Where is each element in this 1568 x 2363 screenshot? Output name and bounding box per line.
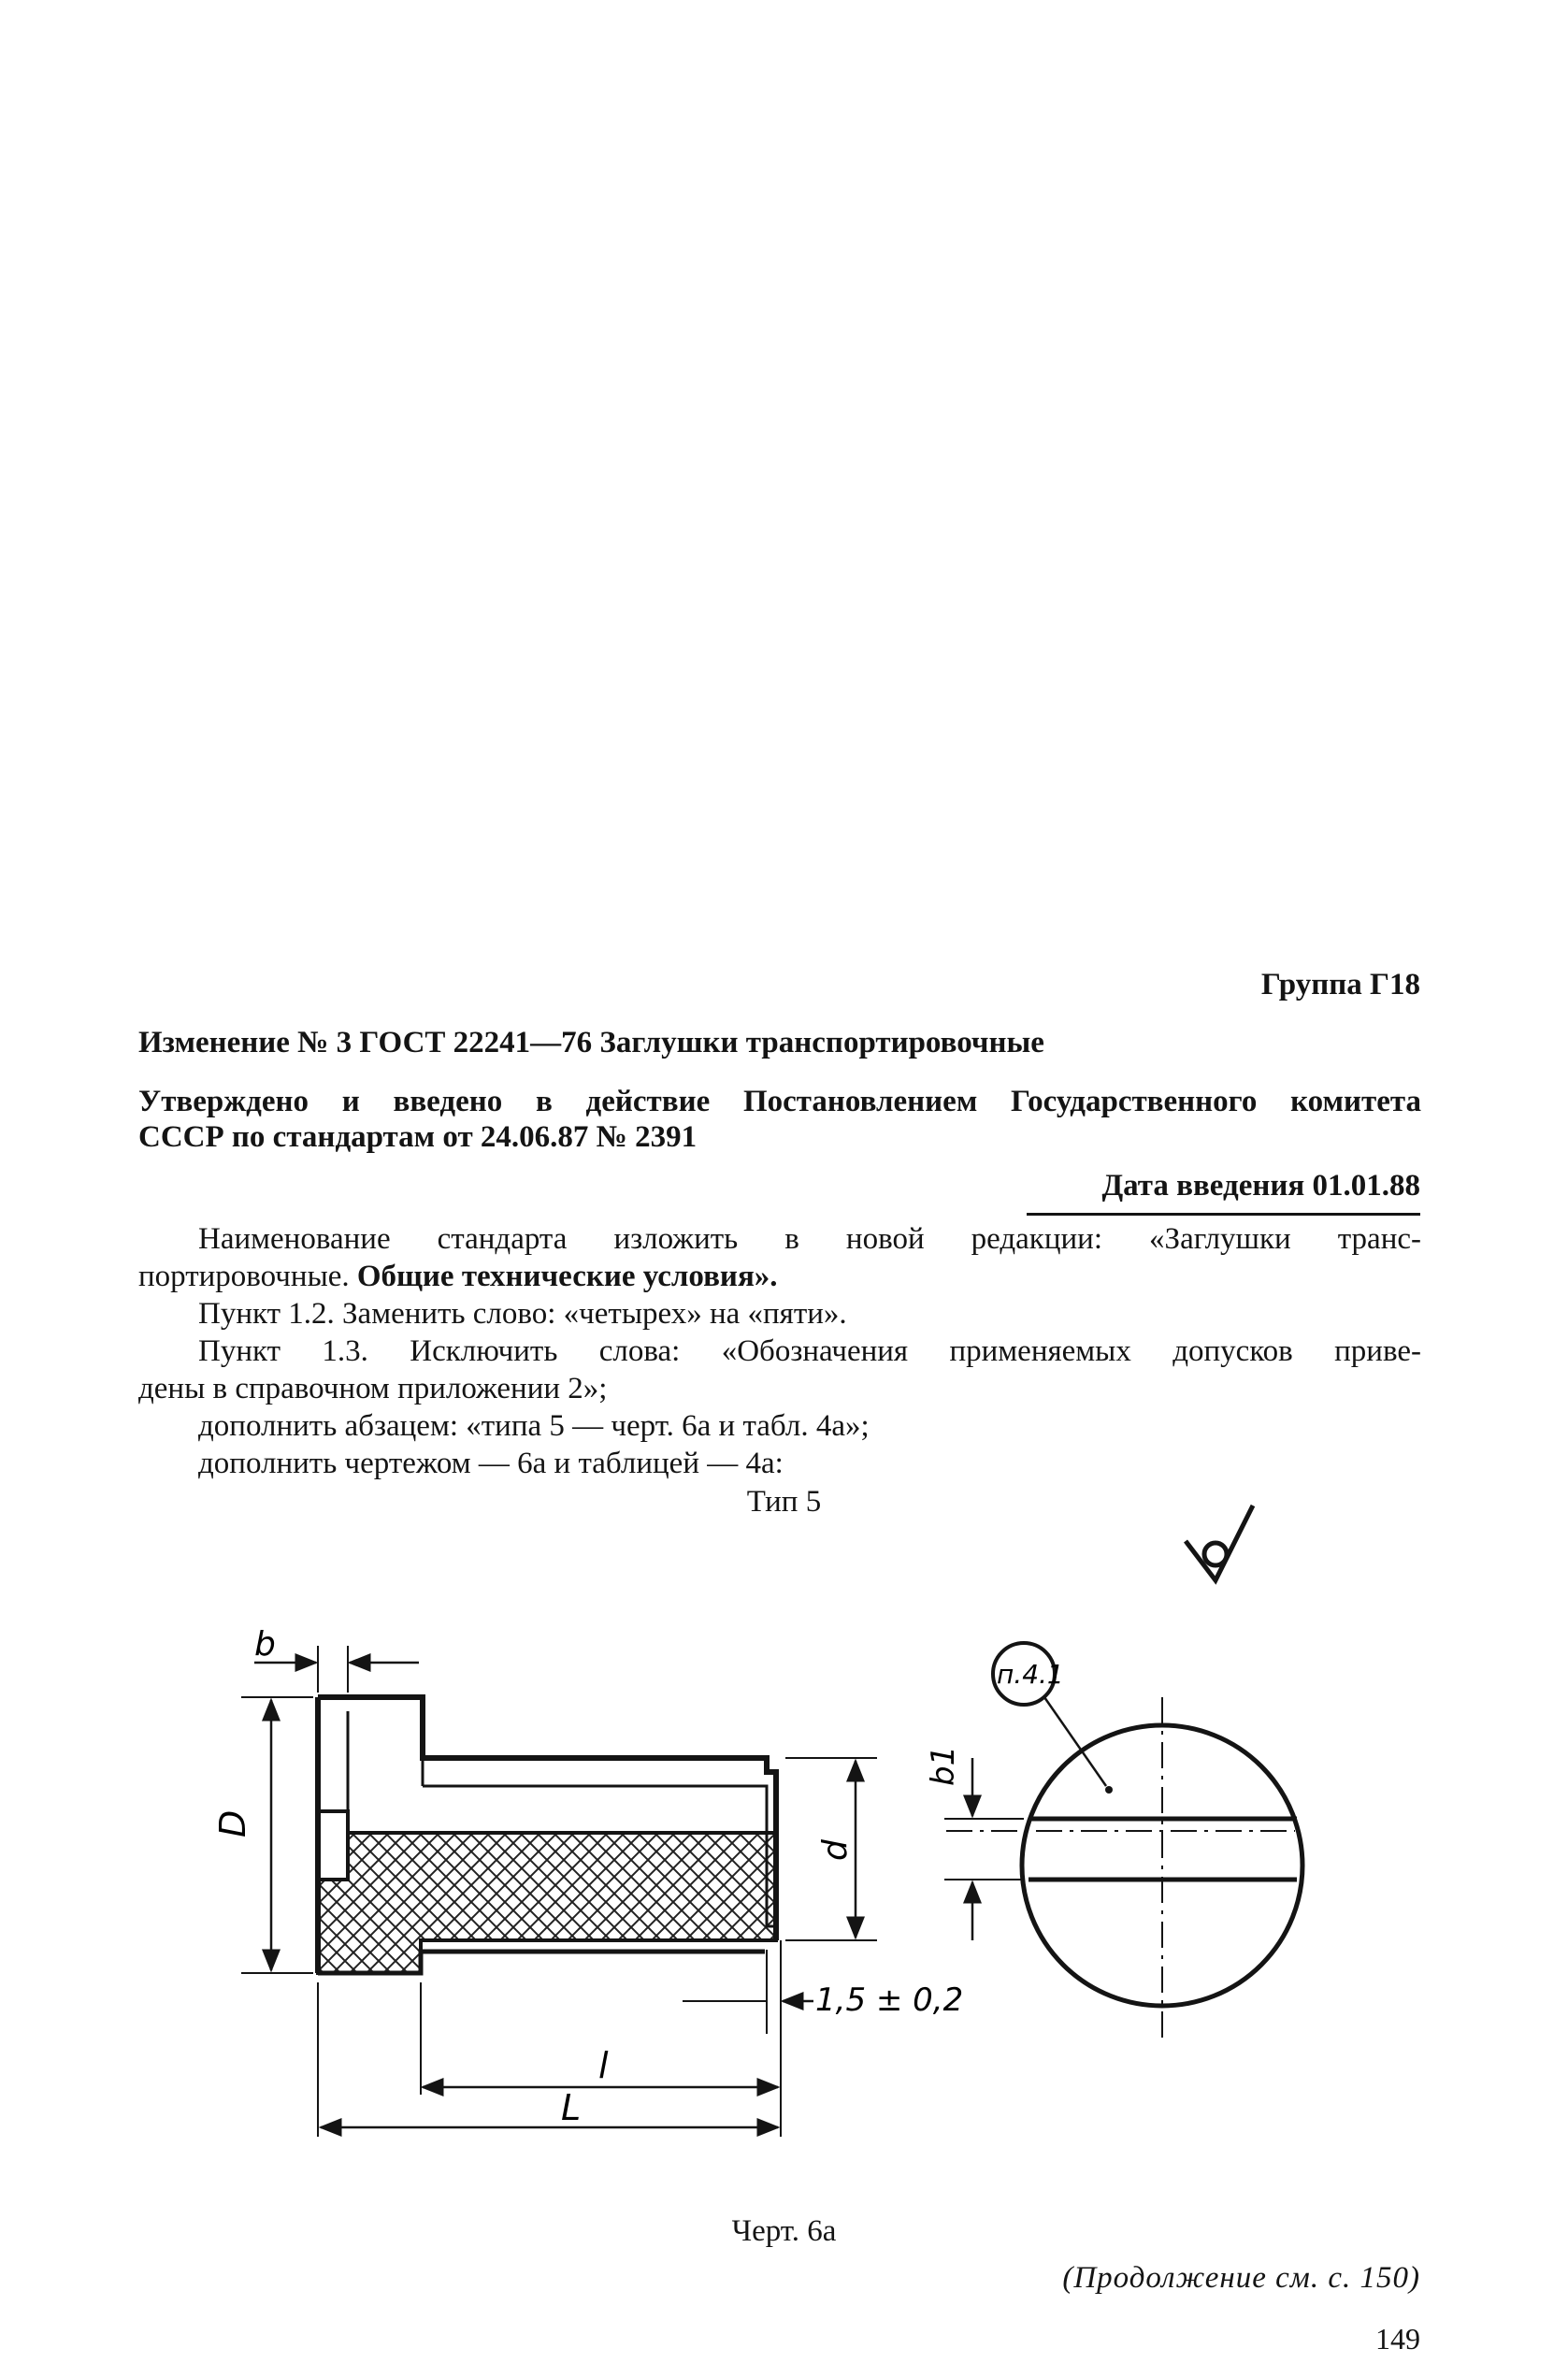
group-label: Группа Г18	[1260, 968, 1420, 1001]
paragraph-2: Пункт 1.2. Заменить слово: «четырех» на «пяти».	[198, 1297, 847, 1331]
dim-label-b1: b1	[925, 1745, 962, 1786]
dim-label-d: d	[816, 1839, 855, 1861]
figure-caption: Черт. 6а	[731, 2214, 837, 2248]
dim-label-D: D	[212, 1809, 253, 1837]
paragraph-5: дополнить чертежом — 6а и таблицей — 4а:	[198, 1447, 784, 1480]
page-number: 149	[1375, 2322, 1420, 2356]
paragraph-1-line-1: Наименование стандарта изложить в новой редакции: «Заглушки транс-	[198, 1222, 1421, 1256]
effective-date: Дата введения 01.01.88	[1101, 1169, 1420, 1203]
approval-line-1: Утверждено и введено в действие Постановлением Государственного комитета	[138, 1085, 1421, 1118]
note-label: п.4.1	[997, 1659, 1064, 1690]
dim-label-gap: 1,5 ± 0,2	[815, 1981, 964, 2019]
plug-side-view	[212, 1625, 963, 2137]
paragraph-3-line-1: Пункт 1.3. Исключить слова: «Обозначения применяемых допусков приве-	[198, 1334, 1421, 1368]
paragraph-1-bold: Общие технические условия».	[356, 1260, 778, 1293]
dim-label-L: L	[561, 2087, 582, 2128]
paragraph-1-normal: портировочные.	[138, 1260, 357, 1293]
approval-line-2: СССР по стандартам от 24.06.87 № 2391	[138, 1120, 698, 1154]
surface-finish-symbol	[1186, 1506, 1253, 1580]
plug-end-view	[925, 1643, 1302, 2039]
paragraph-3-line-2: дены в справочном приложении 2»;	[138, 1372, 608, 1405]
type-label: Тип 5	[746, 1485, 822, 1519]
dim-label-b: b	[254, 1625, 276, 1664]
amendment-title: Изменение № 3 ГОСТ 22241—76 Заглушки транспортировочные	[138, 1026, 1044, 1059]
continuation-note: (Продолжение см. с. 150)	[1062, 2261, 1420, 2295]
paragraph-4: дополнить абзацем: «типа 5 — черт. 6а и табл. 4а»;	[198, 1409, 870, 1443]
dim-label-l: l	[598, 2045, 609, 2086]
